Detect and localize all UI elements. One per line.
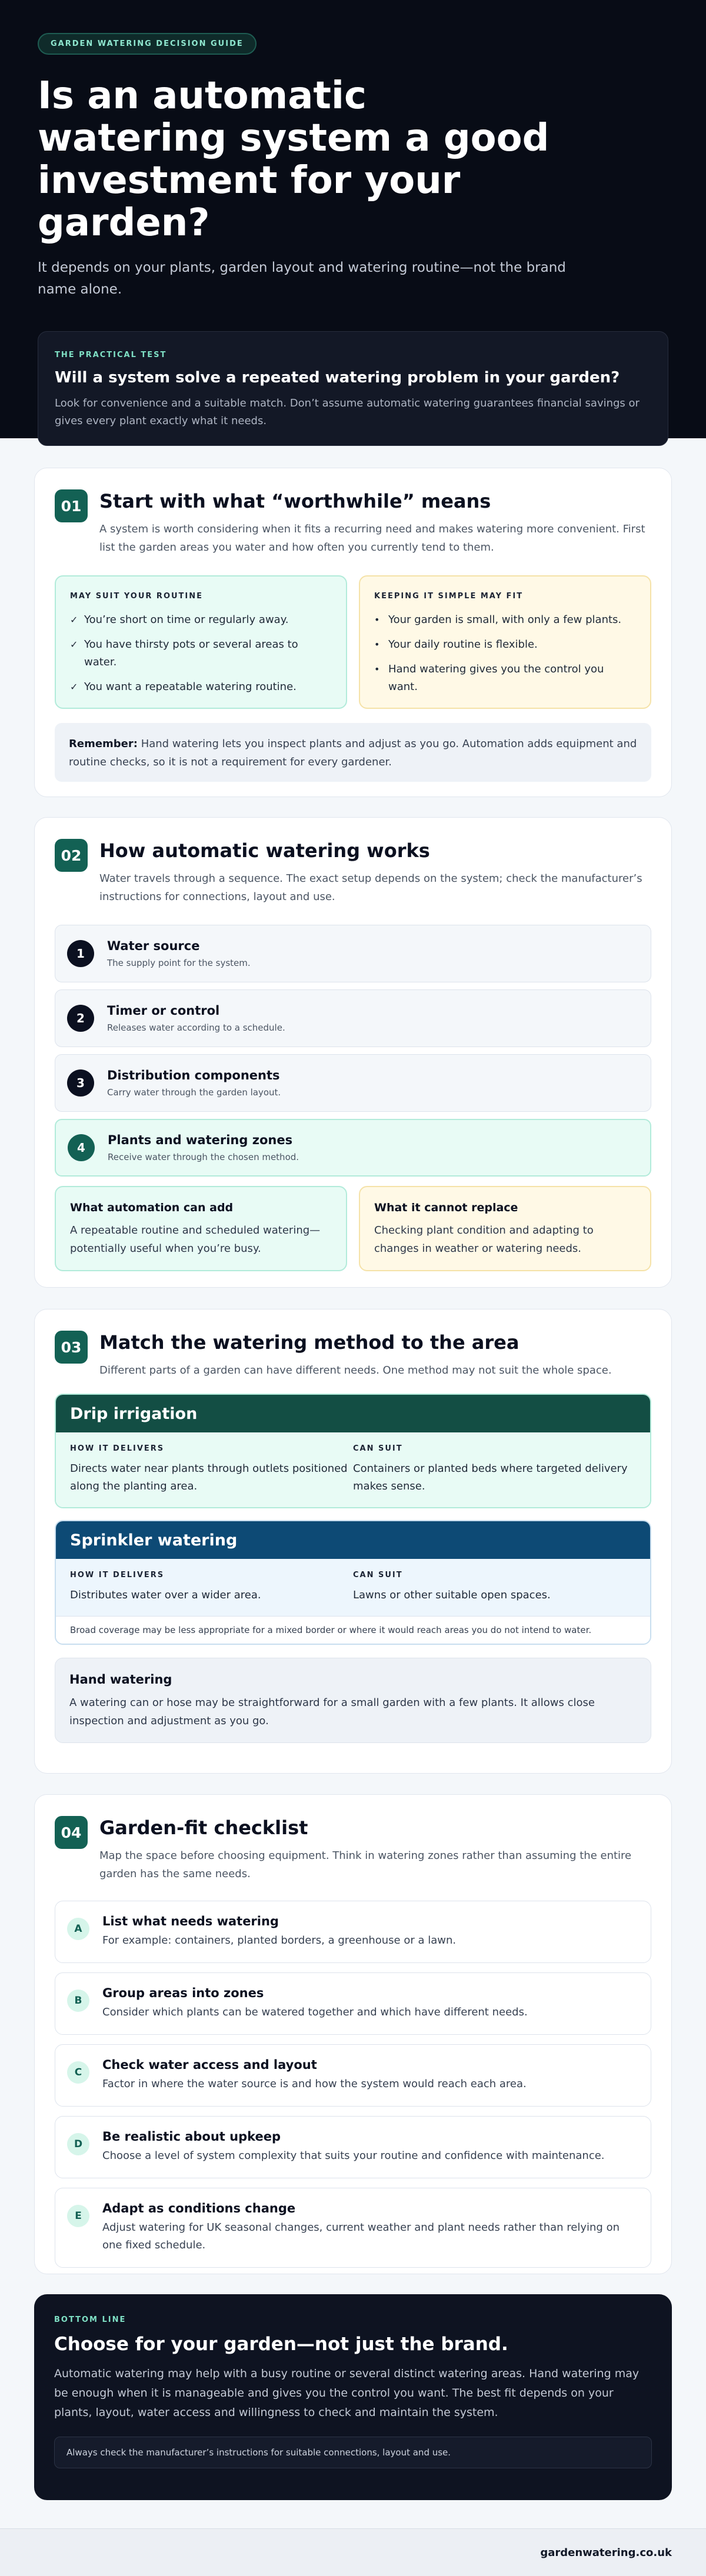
may-suit-card bbox=[55, 575, 347, 709]
list-item bbox=[70, 636, 332, 671]
bottom-note: Always check the manufacturer’s instructions for suitable connections, layout and use. bbox=[54, 2437, 652, 2468]
how-text: Directs water near plants through outlets positioned along the planting area. bbox=[70, 1462, 348, 1492]
suit-text: Containers or planted beds where targeted delivery makes sense. bbox=[353, 1462, 628, 1492]
section-number: 02 bbox=[55, 839, 88, 872]
checklist-letter: D bbox=[67, 2133, 89, 2155]
checklist bbox=[55, 1901, 651, 2268]
checklist-letter: E bbox=[67, 2205, 89, 2227]
section-header bbox=[55, 1331, 651, 1379]
hero-subtitle: It depends on your plants, garden layout and watering routine—not the brand name alone. bbox=[38, 260, 566, 297]
section-title: How automatic watering works bbox=[99, 839, 430, 862]
page-title: Is an automatic watering system a good investment for your garden? bbox=[38, 74, 550, 245]
step-number: 3 bbox=[67, 1069, 94, 1097]
bottom-text: Automatic watering may help with a busy routine or several distinct watering areas. Hand watering may be enough when it is manageable and gives you the control you want. The best fit depends on your plants, layout, water access and willingness to check and maintain the system. bbox=[54, 2367, 640, 2419]
section-description: Water travels through a sequence. The exact setup depends on the system; check the manufacturer’s instructions for connections, layout and use. bbox=[99, 872, 642, 903]
step-number: 1 bbox=[67, 940, 94, 967]
step-distribution bbox=[55, 1054, 651, 1112]
keep-simple-card bbox=[359, 575, 651, 709]
how-text: Distributes water over a wider area. bbox=[70, 1589, 261, 1601]
bullet-icon: • bbox=[374, 639, 380, 650]
automation-comparison bbox=[55, 1186, 651, 1271]
step-description: The supply point for the system. bbox=[107, 958, 251, 968]
may-suit-label: MAY SUIT YOUR ROUTINE bbox=[70, 592, 204, 601]
may-suit-list bbox=[70, 611, 332, 696]
card-title: What it cannot replace bbox=[374, 1201, 518, 1214]
section-title: Start with what “worthwhile” means bbox=[99, 490, 491, 512]
fit-columns bbox=[55, 575, 651, 709]
suit-label: CAN SUIT bbox=[353, 1444, 403, 1453]
method-text: A watering can or hose may be straightforward for a small garden with a few plants. It allows close inspection and adjustment as you go. bbox=[69, 1697, 595, 1727]
list-item-text: Your daily routine is flexible. bbox=[388, 638, 538, 651]
checklist-title: Group areas into zones bbox=[102, 1986, 264, 2000]
checklist-item bbox=[55, 2188, 651, 2268]
keep-simple-list bbox=[374, 611, 636, 696]
section-description: A system is worth considering when it fits a recurring need and makes watering more convenient. First list the garden areas you water and how often you currently tend to them. bbox=[99, 523, 645, 554]
step-title: Plants and watering zones bbox=[108, 1133, 293, 1147]
hero-tag: GARDEN WATERING DECISION GUIDE bbox=[38, 33, 257, 55]
section-number: 03 bbox=[55, 1331, 88, 1364]
section-header bbox=[55, 489, 651, 556]
method-body bbox=[56, 1559, 650, 1616]
hero bbox=[0, 0, 706, 438]
suit-label: CAN SUIT bbox=[353, 1571, 403, 1579]
list-item-text: You want a repeatable watering routine. bbox=[84, 681, 297, 693]
bottom-line bbox=[34, 2294, 672, 2500]
list-item-text: Your garden is small, with only a few plants. bbox=[388, 614, 622, 626]
bullet-icon: • bbox=[374, 614, 380, 625]
automation-can-card bbox=[55, 1186, 347, 1271]
list-item bbox=[70, 678, 332, 696]
checklist-description: Choose a level of system complexity that suits your routine and confidence with maintenance. bbox=[102, 2150, 605, 2162]
checklist-title: List what needs watering bbox=[102, 1914, 279, 1928]
section-number: 04 bbox=[55, 1816, 88, 1849]
section-title: Match the watering method to the area bbox=[99, 1331, 519, 1354]
section-how-it-works bbox=[34, 817, 672, 1288]
step-number: 2 bbox=[67, 1005, 94, 1032]
checklist-description: Adjust watering for UK seasonal changes, current weather and plant needs rather than relying on one fixed schedule. bbox=[102, 2221, 620, 2251]
sprinkler-note: Broad coverage may be less appropriate for a mixed border or where it would reach areas you do not intend to water. bbox=[56, 1616, 650, 1644]
bottom-title: Choose for your garden—not just the brand. bbox=[54, 2334, 508, 2355]
checklist-letter: C bbox=[67, 2061, 89, 2084]
test-title: Will a system solve a repeated watering problem in your garden? bbox=[55, 369, 620, 386]
keep-simple-label: KEEPING IT SIMPLE MAY FIT bbox=[374, 592, 524, 601]
checklist-description: Consider which plants can be watered together and which have different needs. bbox=[102, 2006, 528, 2018]
checklist-item bbox=[55, 2116, 651, 2178]
check-icon: ✓ bbox=[70, 639, 78, 650]
check-icon: ✓ bbox=[70, 681, 78, 692]
list-item bbox=[374, 611, 636, 629]
checklist-description: Factor in where the water source is and how the system would reach each area. bbox=[102, 2078, 527, 2090]
footer bbox=[0, 2528, 706, 2576]
checklist-title: Be realistic about upkeep bbox=[102, 2130, 281, 2144]
remember-label: Remember: bbox=[69, 738, 138, 750]
test-label: THE PRACTICAL TEST bbox=[55, 351, 167, 359]
suit-text: Lawns or other suitable open spaces. bbox=[353, 1589, 551, 1601]
section-worthwhile bbox=[34, 468, 672, 797]
automation-cannot-card bbox=[359, 1186, 651, 1271]
how-label: HOW IT DELIVERS bbox=[70, 1571, 165, 1579]
step-number: 4 bbox=[68, 1134, 95, 1161]
list-item-text: You’re short on time or regularly away. bbox=[84, 614, 289, 626]
method-title: Hand watering bbox=[69, 1672, 172, 1687]
card-text: A repeatable routine and scheduled watering—potentially useful when you’re busy. bbox=[70, 1224, 321, 1255]
step-title: Distribution components bbox=[107, 1068, 280, 1082]
list-item bbox=[70, 611, 332, 629]
method-sprinkler bbox=[55, 1520, 651, 1645]
remember-note bbox=[55, 723, 651, 782]
remember-text: Hand watering lets you inspect plants and adjust as you go. Automation adds equipment and routine checks, so it is not a requirement for every gardener. bbox=[69, 738, 637, 768]
section-header bbox=[55, 1816, 651, 1883]
section-number: 01 bbox=[55, 489, 88, 522]
checklist-title: Adapt as conditions change bbox=[102, 2201, 296, 2215]
footer-site-link[interactable]: gardenwatering.co.uk bbox=[540, 2546, 672, 2559]
card-title: What automation can add bbox=[70, 1201, 234, 1214]
card-text: Checking plant condition and adapting to changes in weather or watering needs. bbox=[374, 1224, 594, 1255]
list-item bbox=[374, 661, 636, 696]
checklist-description: For example: containers, planted borders, a greenhouse or a lawn. bbox=[102, 1934, 457, 1947]
step-description: Releases water according to a schedule. bbox=[107, 1022, 285, 1033]
checklist-item bbox=[55, 1972, 651, 2035]
method-title: Drip irrigation bbox=[56, 1395, 650, 1432]
list-item-text: Hand watering gives you the control you want. bbox=[388, 663, 604, 693]
method-drip bbox=[55, 1394, 651, 1508]
section-description: Map the space before choosing equipment. Think in watering zones rather than assuming the entire garden has the same needs. bbox=[99, 1849, 632, 1880]
practical-test-card bbox=[38, 331, 668, 446]
steps-list bbox=[55, 925, 651, 1177]
step-water-source bbox=[55, 925, 651, 982]
bullet-icon: • bbox=[374, 664, 380, 675]
section-header bbox=[55, 839, 651, 906]
method-title: Sprinkler watering bbox=[56, 1521, 650, 1559]
checklist-item bbox=[55, 1901, 651, 1963]
method-hand bbox=[55, 1658, 651, 1743]
checklist-letter: A bbox=[67, 1918, 89, 1940]
method-body bbox=[56, 1432, 650, 1507]
step-plants-zones bbox=[55, 1119, 651, 1177]
checklist-letter: B bbox=[67, 1990, 89, 2012]
step-description: Receive water through the chosen method. bbox=[108, 1152, 299, 1162]
test-text: Look for convenience and a suitable match. Don’t assume automatic watering guarantees financial savings or gives every plant exactly what it needs. bbox=[55, 397, 640, 427]
step-description: Carry water through the garden layout. bbox=[107, 1087, 281, 1098]
section-title: Garden-fit checklist bbox=[99, 1817, 308, 1839]
checklist-title: Check water access and layout bbox=[102, 2058, 317, 2072]
section-methods bbox=[34, 1309, 672, 1774]
section-description: Different parts of a garden can have different needs. One method may not suit the whole space. bbox=[99, 1364, 612, 1377]
list-item bbox=[374, 636, 636, 654]
bottom-label: BOTTOM LINE bbox=[54, 2315, 126, 2324]
how-label: HOW IT DELIVERS bbox=[70, 1444, 165, 1453]
checklist-item bbox=[55, 2044, 651, 2107]
check-icon: ✓ bbox=[70, 614, 78, 625]
step-title: Timer or control bbox=[107, 1004, 220, 1018]
step-timer bbox=[55, 989, 651, 1047]
step-title: Water source bbox=[107, 939, 200, 953]
section-checklist bbox=[34, 1794, 672, 2274]
list-item-text: You have thirsty pots or several areas to water. bbox=[84, 638, 298, 668]
